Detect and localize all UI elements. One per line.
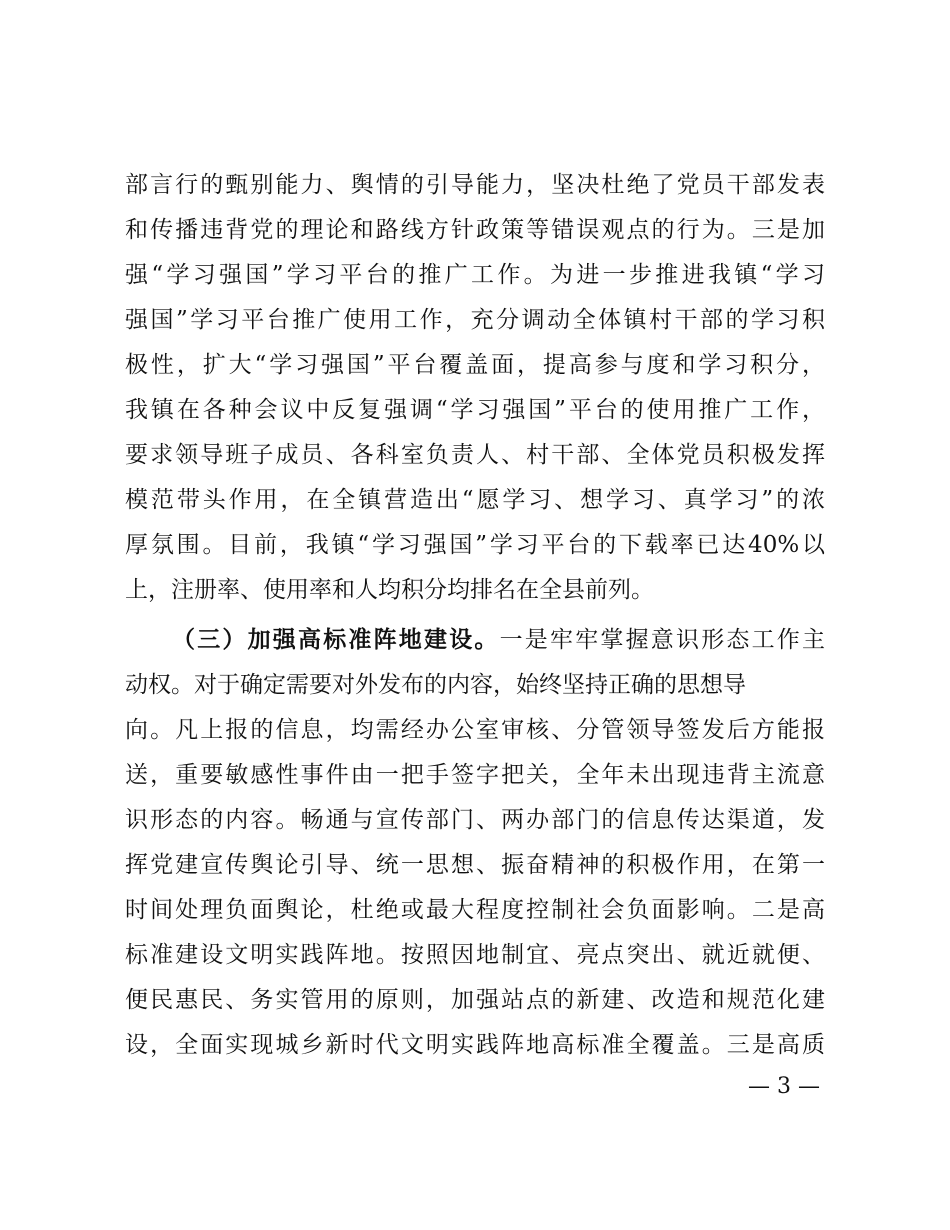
paragraph-line: 我镇在各种会议中反复强调“学习强国”平台的使用推广工作， bbox=[125, 397, 825, 423]
paragraph-line: 强国”学习平台推广使用工作，充分调动全体镇村干部的学习积 bbox=[125, 307, 825, 333]
section-line: 识形态的内容。畅通与宣传部门、两办部门的信息传达渠道，发 bbox=[125, 807, 825, 833]
section-line: 设，全面实现城乡新时代文明实践阵地高标准全覆盖。三是高质 bbox=[125, 1032, 825, 1058]
section-line: 向。凡上报的信息，均需经办公室审核、分管领导签发后方能报 bbox=[125, 717, 825, 743]
section-line: 动权。对于确定需要对外发布的内容，始终坚持正确的思想导 bbox=[125, 672, 746, 698]
section-line: 标准建设文明实践阵地。按照因地制宜、亮点突出、就近就便、 bbox=[125, 942, 825, 968]
section-line: 便民惠民、务实管用的原则，加强站点的新建、改造和规范化建 bbox=[125, 987, 825, 1013]
paragraph-line: 要求领导班子成员、各科室负责人、村干部、全体党员积极发挥 bbox=[125, 442, 825, 468]
section-line: 送，重要敏感性事件由一把手签字把关，全年未出现违背主流意 bbox=[125, 762, 825, 788]
section-first-line bbox=[172, 625, 825, 655]
section-line: 挥党建宣传舆论引导、统一思想、振奋精神的积极作用，在第一 bbox=[125, 852, 825, 878]
paragraph-line: 极性，扩大“学习强国”平台覆盖面，提高参与度和学习积分， bbox=[125, 352, 825, 378]
section-line: 时间处理负面舆论，杜绝或最大程度控制社会负面影响。二是高 bbox=[125, 897, 825, 923]
page-number: — 3 — bbox=[748, 1074, 820, 1099]
paragraph-line: 上，注册率、使用率和人均积分均排名在全县前列。 bbox=[125, 577, 654, 603]
paragraph-line: 和传播违背党的理论和路线方针政策等错误观点的行为。三是加 bbox=[125, 217, 825, 243]
paragraph-line: 模范带头作用，在全镇营造出“愿学习、想学习、真学习”的浓 bbox=[125, 487, 825, 513]
paragraph-line: 厚氛围。目前，我镇“学习强国”学习平台的下载率已达40%以 bbox=[125, 532, 825, 558]
paragraph-line: 强“学习强国”学习平台的推广工作。为进一步推进我镇“学习 bbox=[125, 262, 825, 288]
section-first-line-text: 一是牢牢掌握意识形态工作主 bbox=[499, 627, 826, 653]
paragraph-line: 部言行的甄别能力、舆情的引导能力，坚决杜绝了党员干部发表 bbox=[125, 172, 825, 198]
section-heading: （三）加强高标准阵地建设。 bbox=[172, 626, 500, 653]
